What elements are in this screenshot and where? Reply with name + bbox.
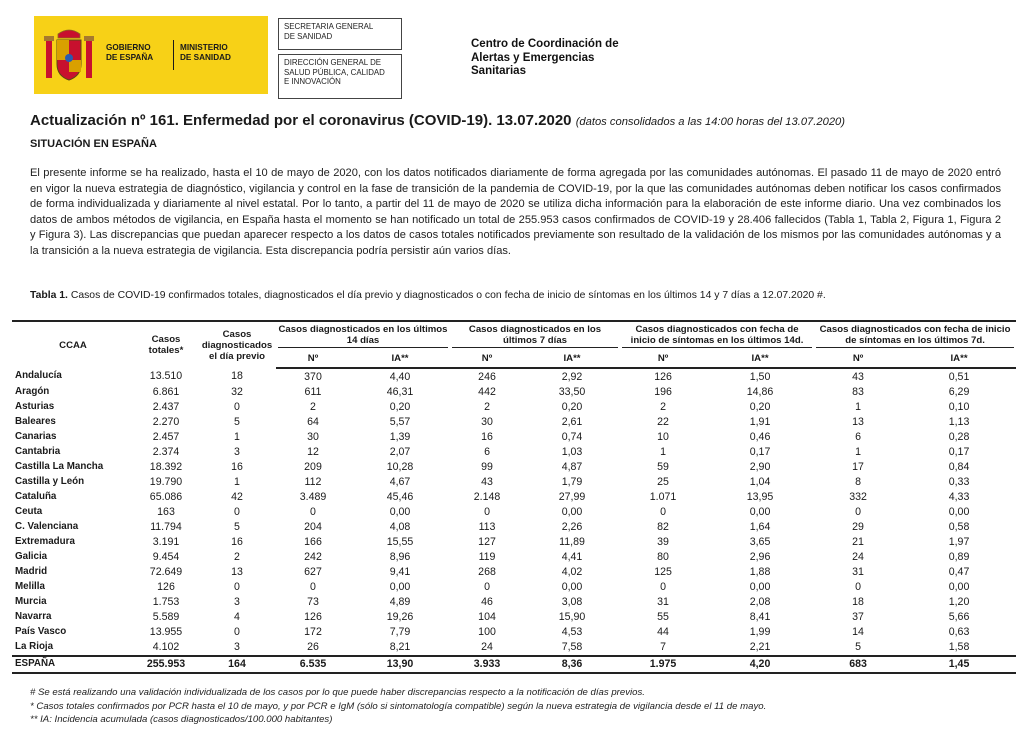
value-cell: 4,08 (389, 520, 411, 533)
value-cell: 8,96 (389, 551, 411, 564)
subheader-ia: IA** (902, 350, 1016, 368)
value-cell: 10,28 (386, 460, 414, 473)
value-cell: 0,46 (749, 430, 771, 443)
header-dia-previo: Casos diagnosticados el día previo (201, 328, 273, 362)
value-cell: 4,40 (389, 370, 411, 383)
value-cell: 3.933 (450, 656, 524, 673)
value-cell: 2,07 (389, 445, 411, 458)
intro-paragraph: El presente informe se ha realizado, hasta el 10 de mayo de 2020, con los datos notificados diariamente de forma agregada por las comunidades autónomas. El pasado 11 de mayo de 2020 entró en vigor la nueva estrategia de diagnóstico, vigilancia y control en la fase de transición de la pandemia de COVID-19, por la que las comunidades autónomas deben notificar los casos confirmados de forma individualizada y diariamente al nivel estatal. Por lo tanto, a partir del 11 de mayo de 2020 se utiliza dicha información para la elaboración de este informe diario. Una vez combinados los datos de ambos métodos de vigilancia, en España hasta el momento se han notificado un total de 255.953 casos confirmados de COVID-19 y 28.406 fallecidos (Tabla 1, Tabla 2, Figura 1, Figura 2 y Figura 3). Las discrepancias que puedan aparecer respecto a los datos de casos totales notificados previamente son resultado de la validación de los mismos por las comunidades autónomas y a la transición a la nueva estrategia de vigilancia. Esta discrepancia podría persistir aún varios días. (30, 167, 1001, 257)
value-cell: 6.535 (276, 656, 350, 673)
value-cell: 0,84 (948, 460, 970, 473)
table-caption (30, 290, 826, 301)
value-cell: 59 (657, 460, 669, 473)
value-cell: 1,13 (948, 415, 970, 428)
region-cell: Asturias (15, 400, 55, 412)
value-cell: 1 (855, 400, 861, 413)
header-group-s14-label: Casos diagnosticados con fecha de inicio de síntomas en los últimos 14d. (622, 324, 812, 348)
value-cell: 4,53 (561, 626, 583, 639)
value-cell: 26 (307, 641, 319, 654)
region-cell: C. Valenciana (15, 520, 79, 532)
table-row (12, 625, 1016, 640)
value-cell: 6,29 (948, 385, 970, 398)
value-cell: 2,21 (749, 641, 771, 654)
value-cell: 31 (657, 596, 669, 609)
ministry-label: MINISTERIO DE SANIDAD (180, 43, 231, 62)
value-cell: 8,41 (749, 611, 771, 624)
value-cell: 17 (852, 460, 864, 473)
value-cell: 164 (198, 656, 276, 673)
value-cell: 126 (157, 581, 175, 594)
value-cell: 13,95 (746, 490, 774, 503)
subheader-ia: IA** (350, 350, 450, 368)
value-cell: 18.392 (149, 460, 183, 473)
value-cell: 255.953 (134, 656, 198, 673)
header-group-14-dias (276, 321, 450, 350)
value-cell: 172 (304, 626, 322, 639)
table-row (12, 368, 1016, 384)
value-cell: 6 (855, 430, 861, 443)
value-cell: 0,00 (561, 505, 583, 518)
value-cell: 2.270 (152, 415, 180, 428)
value-cell: 3,08 (561, 596, 583, 609)
value-cell: 0 (234, 505, 240, 518)
region-cell: ESPAÑA (12, 656, 134, 673)
value-cell: 25 (657, 475, 669, 488)
header-ccaa: CCAA (59, 339, 87, 351)
table-row (12, 565, 1016, 580)
table-row (12, 535, 1016, 550)
value-cell: 13.955 (149, 626, 183, 639)
value-cell: 2,96 (749, 551, 771, 564)
value-cell: 0 (234, 400, 240, 413)
value-cell: 1,03 (561, 445, 583, 458)
value-cell: 0 (660, 581, 666, 594)
value-cell: 55 (657, 611, 669, 624)
value-cell: 1,88 (749, 566, 771, 579)
value-cell: 2,92 (561, 370, 583, 383)
value-cell: 82 (657, 520, 669, 533)
value-cell: 1,97 (948, 536, 970, 549)
table-row (12, 595, 1016, 610)
region-cell: Aragón (15, 385, 50, 397)
value-cell: 370 (304, 370, 322, 383)
value-cell: 7 (660, 641, 666, 654)
value-cell: 4,33 (948, 490, 970, 503)
region-cell: Extremadura (15, 536, 75, 548)
value-cell: 0 (660, 505, 666, 518)
region-cell: Castilla y León (15, 475, 85, 487)
value-cell: 1,64 (749, 520, 771, 533)
region-cell: La Rioja (15, 641, 54, 653)
table-row (12, 640, 1016, 656)
value-cell: 0,20 (389, 400, 411, 413)
value-cell: 14 (852, 626, 864, 639)
table-caption-text: Casos de COVID-19 confirmados totales, diagnosticados el día previo y diagnosticados o con fecha de inicio de síntomas en los últimos 14 y 7 días a 12.07.2020 #. (70, 290, 826, 301)
value-cell: 4,87 (561, 460, 583, 473)
value-cell: 1,79 (561, 475, 583, 488)
value-cell: 46 (481, 596, 493, 609)
value-cell: 0,33 (948, 475, 970, 488)
value-cell: 7,58 (561, 641, 583, 654)
value-cell: 19,26 (386, 611, 414, 624)
value-cell: 242 (304, 551, 322, 564)
value-cell: 0 (234, 626, 240, 639)
value-cell: 1 (234, 475, 240, 488)
value-cell: 30 (481, 415, 493, 428)
value-cell: 16 (231, 460, 243, 473)
value-cell: 5.589 (152, 611, 180, 624)
value-cell: 0 (484, 505, 490, 518)
header-group-14-label: Casos diagnosticados en los últimos 14 días (278, 324, 448, 346)
value-cell: 209 (304, 460, 322, 473)
value-cell: 80 (657, 551, 669, 564)
value-cell: 2.457 (152, 430, 180, 443)
table-footnotes (30, 686, 766, 727)
value-cell: 1.753 (152, 596, 180, 609)
region-cell: Castilla La Mancha (15, 460, 104, 472)
value-cell: 2 (310, 400, 316, 413)
value-cell: 46,31 (386, 385, 414, 398)
secretariat-boxes (278, 18, 402, 99)
government-logo-block (34, 16, 268, 94)
value-cell: 11,89 (559, 536, 585, 549)
value-cell: 0,20 (749, 400, 771, 413)
report-title (30, 112, 1020, 129)
value-cell: 73 (307, 596, 319, 609)
value-cell: 0,28 (948, 430, 970, 443)
value-cell: 32 (231, 385, 243, 398)
value-cell: 1,99 (749, 626, 771, 639)
section-heading: SITUACIÓN EN ESPAÑA (30, 138, 157, 150)
value-cell: 0,17 (948, 445, 970, 458)
centro-coordinacion-label: Centro de Coordinación de Alertas y Emergencias Sanitarias (471, 38, 619, 77)
value-cell: 1 (234, 430, 240, 443)
secretaria-box: SECRETARIA GENERAL DE SANIDAD (278, 18, 402, 50)
value-cell: 1,20 (948, 596, 970, 609)
value-cell: 126 (304, 611, 322, 624)
value-cell: 13.510 (149, 370, 183, 383)
footnote-hash: # Se está realizando una validación individualizada de los casos por lo que puede haber discrepancias respecto a la notificación de días previos. (30, 687, 645, 698)
value-cell: 0 (855, 581, 861, 594)
value-cell: 104 (478, 611, 496, 624)
value-cell: 2,90 (749, 460, 771, 473)
value-cell: 83 (852, 385, 864, 398)
value-cell: 5,57 (389, 415, 411, 428)
value-cell: 196 (654, 385, 672, 398)
value-cell: 43 (852, 370, 864, 383)
value-cell: 42 (231, 490, 243, 503)
document-header (34, 16, 1014, 94)
value-cell: 1,50 (749, 370, 771, 383)
gobierno-label: GOBIERNO DE ESPAÑA (106, 43, 154, 62)
value-cell: 127 (478, 536, 496, 549)
value-cell: 64 (307, 415, 319, 428)
value-cell: 2,61 (561, 415, 583, 428)
value-cell: 332 (849, 490, 867, 503)
value-cell: 39 (657, 536, 669, 549)
value-cell: 99 (481, 460, 493, 473)
value-cell: 163 (157, 505, 175, 518)
value-cell: 2 (484, 400, 490, 413)
table-row (12, 399, 1016, 414)
value-cell: 16 (481, 430, 493, 443)
value-cell: 0,51 (948, 370, 970, 383)
subheader-ia: IA** (524, 350, 620, 368)
value-cell: 9.454 (152, 551, 180, 564)
value-cell: 13,90 (350, 656, 450, 673)
value-cell: 8,36 (524, 656, 620, 673)
value-cell: 4 (234, 611, 240, 624)
value-cell: 4,67 (389, 475, 411, 488)
value-cell: 0,74 (561, 430, 583, 443)
value-cell: 27,99 (558, 490, 586, 503)
value-cell: 18 (231, 370, 243, 383)
covid-cases-table (12, 320, 1016, 674)
value-cell: 0 (855, 505, 861, 518)
header-casos-totales: Casos totales* (148, 334, 184, 356)
header-group-7-dias (450, 321, 620, 350)
value-cell: 0,20 (561, 400, 583, 413)
value-cell: 0,00 (948, 505, 970, 518)
value-cell: 268 (478, 566, 496, 579)
value-cell: 37 (852, 611, 864, 624)
value-cell: 30 (307, 430, 319, 443)
value-cell: 14,86 (746, 385, 774, 398)
value-cell: 0,00 (749, 505, 771, 518)
value-cell: 5 (855, 641, 861, 654)
value-cell: 21 (852, 536, 864, 549)
footnote-ia: ** IA: Incidencia acumulada (casos diagnosticados/100.000 habitantes) (30, 714, 333, 725)
table-row (12, 384, 1016, 399)
subheader-n: Nº (620, 350, 706, 368)
value-cell: 0,00 (389, 581, 411, 594)
value-cell: 44 (657, 626, 669, 639)
region-cell: Navarra (15, 611, 52, 623)
value-cell: 166 (304, 536, 322, 549)
header-group-7-label: Casos diagnosticados en los últimos 7 días (452, 324, 618, 348)
table-row (12, 580, 1016, 595)
value-cell: 16 (231, 536, 243, 549)
table-row (12, 444, 1016, 459)
region-cell: Cataluña (15, 490, 57, 502)
region-cell: Canarias (15, 430, 57, 442)
value-cell: 112 (304, 475, 322, 488)
header-group-sintomas-14d (620, 321, 814, 350)
value-cell: 246 (478, 370, 496, 383)
table-body (12, 368, 1016, 673)
value-cell: 15,90 (558, 611, 586, 624)
value-cell: 13 (852, 415, 864, 428)
table-row (12, 474, 1016, 489)
value-cell: 2.437 (152, 400, 180, 413)
value-cell: 0,00 (948, 581, 970, 594)
value-cell: 8,21 (389, 641, 411, 654)
subheader-n: Nº (814, 350, 902, 368)
value-cell: 0 (310, 581, 316, 594)
value-cell: 4.102 (152, 641, 180, 654)
value-cell: 1,04 (749, 475, 771, 488)
value-cell: 3 (234, 445, 240, 458)
table-row (12, 610, 1016, 625)
value-cell: 6.861 (152, 385, 180, 398)
value-cell: 1,91 (749, 415, 771, 428)
value-cell: 65.086 (149, 490, 183, 503)
value-cell: 24 (852, 551, 864, 564)
direccion-box: DIRECCIÓN GENERAL DE SALUD PÚBLICA, CALIDAD E INNOVACIÓN (278, 54, 402, 99)
value-cell: 1.975 (620, 656, 706, 673)
value-cell: 1,45 (902, 656, 1016, 673)
value-cell: 1.071 (649, 490, 677, 503)
value-cell: 13 (231, 566, 243, 579)
value-cell: 10 (657, 430, 669, 443)
value-cell: 0 (310, 505, 316, 518)
table-row (12, 504, 1016, 519)
value-cell: 3,65 (749, 536, 771, 549)
value-cell: 0,63 (948, 626, 970, 639)
table-row (12, 489, 1016, 504)
value-cell: 3.191 (152, 536, 180, 549)
value-cell: 2 (234, 551, 240, 564)
region-cell: Ceuta (15, 505, 43, 517)
value-cell: 1 (855, 445, 861, 458)
value-cell: 12 (307, 445, 319, 458)
value-cell: 0 (484, 581, 490, 594)
region-cell: Murcia (15, 596, 47, 608)
value-cell: 1,58 (948, 641, 970, 654)
table-caption-label: Tabla 1. (30, 290, 68, 301)
table-row (12, 429, 1016, 444)
value-cell: 31 (852, 566, 864, 579)
value-cell: 100 (478, 626, 496, 639)
region-cell: País Vasco (15, 626, 67, 638)
region-cell: Cantabria (15, 445, 61, 457)
coat-of-arms-icon (44, 26, 94, 86)
value-cell: 113 (478, 520, 496, 533)
value-cell: 2.148 (473, 490, 501, 503)
table-row (12, 550, 1016, 565)
subheader-n: Nº (450, 350, 524, 368)
table-row (12, 414, 1016, 429)
region-cell: Galicia (15, 551, 48, 563)
value-cell: 4,41 (561, 551, 583, 564)
value-cell: 0,89 (948, 551, 970, 564)
value-cell: 119 (478, 551, 496, 564)
value-cell: 6 (484, 445, 490, 458)
value-cell: 22 (657, 415, 669, 428)
value-cell: 442 (478, 385, 496, 398)
value-cell: 3 (234, 641, 240, 654)
report-title-sub: (datos consolidados a las 14:00 horas del 13.07.2020) (575, 116, 845, 128)
value-cell: 3 (234, 596, 240, 609)
header-group-s7-label: Casos diagnosticados con fecha de inicio de síntomas en los últimos 7d. (816, 324, 1014, 348)
value-cell: 0 (234, 581, 240, 594)
value-cell: 2 (660, 400, 666, 413)
value-cell: 33,50 (558, 385, 586, 398)
value-cell: 11.794 (150, 520, 182, 533)
value-cell: 5 (234, 415, 240, 428)
value-cell: 24 (481, 641, 493, 654)
subheader-ia: IA** (706, 350, 814, 368)
value-cell: 2,08 (749, 596, 771, 609)
value-cell: 72.649 (149, 566, 183, 579)
value-cell: 627 (304, 566, 322, 579)
value-cell: 0,00 (561, 581, 583, 594)
value-cell: 4,02 (561, 566, 583, 579)
value-cell: 1,39 (389, 430, 411, 443)
value-cell: 0,00 (389, 505, 411, 518)
value-cell: 9,41 (389, 566, 411, 579)
table-total-row (12, 656, 1016, 673)
value-cell: 683 (814, 656, 902, 673)
report-title-main: Actualización nº 161. Enfermedad por el coronavirus (COVID-19). 13.07.2020 (30, 112, 572, 129)
value-cell: 126 (654, 370, 672, 383)
value-cell: 204 (304, 520, 322, 533)
value-cell: 45,46 (386, 490, 414, 503)
value-cell: 0,10 (948, 400, 970, 413)
value-cell: 2.374 (152, 445, 180, 458)
region-cell: Andalucía (15, 370, 62, 382)
region-cell: Baleares (15, 415, 56, 427)
table-row (12, 459, 1016, 474)
value-cell: 19.790 (149, 475, 183, 488)
logo-divider (173, 40, 174, 70)
footnote-asterisk: * Casos totales confirmados por PCR hasta el 10 de mayo, y por PCR e IgM (sólo si sintomatología compatible) según la nueva estrategia de vigilancia desde el 11 de mayo. (30, 700, 767, 712)
value-cell: 15,55 (386, 536, 414, 549)
table-row (12, 519, 1016, 534)
value-cell: 4,20 (706, 656, 814, 673)
value-cell: 7,79 (389, 626, 411, 639)
value-cell: 3.489 (299, 490, 327, 503)
value-cell: 4,89 (389, 596, 411, 609)
region-cell: Melilla (15, 581, 45, 593)
value-cell: 5,66 (948, 611, 970, 624)
region-cell: Madrid (15, 566, 48, 578)
value-cell: 29 (852, 520, 864, 533)
value-cell: 8 (855, 475, 861, 488)
value-cell: 611 (304, 385, 322, 398)
value-cell: 2,26 (561, 520, 583, 533)
value-cell: 0,58 (948, 520, 970, 533)
header-group-sintomas-7d (814, 321, 1016, 350)
value-cell: 1 (660, 445, 666, 458)
value-cell: 0,00 (749, 581, 771, 594)
value-cell: 43 (481, 475, 493, 488)
value-cell: 5 (234, 520, 240, 533)
value-cell: 0,47 (948, 566, 970, 579)
value-cell: 0,17 (749, 445, 771, 458)
value-cell: 18 (852, 596, 864, 609)
subheader-n: Nº (276, 350, 350, 368)
value-cell: 125 (654, 566, 672, 579)
